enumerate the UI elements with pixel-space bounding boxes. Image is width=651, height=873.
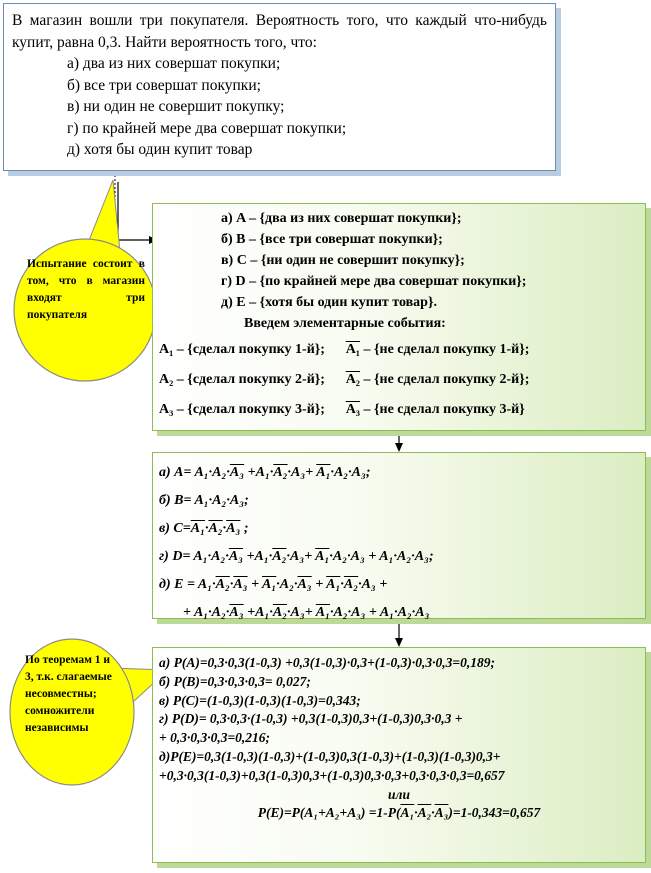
elementary-right-symbol: A₁: [345, 342, 360, 357]
formula-c: [159, 515, 639, 543]
formula-overline: A₁: [315, 605, 330, 620]
formula-d: [159, 543, 639, 571]
formula-text: ·: [340, 577, 344, 592]
elementary-left: A₁ – {сделал покупку 1-й};: [159, 342, 325, 357]
formula-overline: A₂: [343, 577, 359, 592]
formula-text: ·A₂·: [276, 577, 298, 592]
formula-overline: A₂: [417, 805, 432, 821]
prob-b: б) P(B)=0,3·0,3·0,3= 0,027;: [159, 673, 311, 689]
formula-overline: A₁: [400, 805, 415, 821]
problem-intro: В магазин вошли три покупателя. Вероятность того, что каждый что-нибудь купит, равна 0,3. Найти вероятность того, что:: [12, 12, 547, 51]
elementary-row-3: [159, 395, 639, 425]
formula-text: +A₁·: [244, 465, 274, 480]
elementary-row-1: [159, 335, 639, 365]
formula-text: ·A₂·A₃ + A₁·A₂·A₃: [329, 605, 430, 620]
formula-text: ·A₃ +: [358, 577, 388, 592]
formula-text: + A₁·A₂·: [183, 605, 230, 620]
elementary-right: – {не сделал покупку 2-й};: [360, 372, 530, 387]
elementary-right: – {не сделал покупку 1-й};: [360, 342, 530, 357]
formula-text: ·: [431, 805, 435, 821]
elementary-right: – {не сделал покупку 3-й}: [360, 402, 525, 417]
formula-overline: A₁: [316, 465, 331, 480]
formula-text: +A₁·: [243, 549, 273, 564]
formula-overline: A₂: [208, 521, 223, 536]
prob-c: в) P(C)=(1-0,3)(1-0,3)(1-0,3)=0,343;: [159, 692, 361, 708]
formula-overline: A₁: [315, 549, 330, 564]
callout-theorem-text: По теоремам 1 и 3, т.к. слагаемые несовместны; сомножители независимы: [25, 654, 112, 734]
formula-text: а) A= A₁·A₂·: [159, 465, 230, 480]
formula-overline: A₂: [272, 549, 287, 564]
formula-overline: A₂: [215, 577, 230, 592]
formula-overline: A₃: [233, 577, 248, 592]
problem-item-g: г) по крайней мере два совершат покупки;: [67, 119, 347, 137]
arrow-head-probs: [395, 638, 403, 647]
formula-text: +A₁·: [243, 605, 273, 620]
arrow-head-formulas: [395, 443, 403, 452]
formula-text: +: [311, 577, 327, 592]
elementary-left: A₂ – {сделал покупку 2-й};: [159, 372, 325, 387]
formula-text: P(E)=P(A₁+A₂+A₃) =1-P(: [257, 805, 401, 821]
problem-statement: [3, 3, 556, 171]
formula-e-line2: [159, 599, 639, 627]
problem-item-v: в) ни один не совершит покупку;: [67, 98, 285, 115]
formulas-box: [152, 452, 646, 619]
elementary-left: A₃ – {сделал покупку 3-й};: [159, 402, 325, 417]
event-v: в) C – {ни один не совершит покупку};: [221, 253, 465, 268]
event-b: б) B – {все три совершат покупки};: [221, 232, 443, 247]
elementary-right-symbol: A₃: [345, 402, 360, 417]
arrow-to-events: [118, 182, 150, 240]
formula-text: ·: [414, 805, 418, 821]
formula-text: г) D= A₁·A₂·: [159, 549, 229, 564]
formula-text: ·: [229, 577, 234, 592]
formula-b: б) B= A₁·A₂·A₃;: [159, 493, 249, 508]
problem-item-b: б) все три совершат покупки;: [67, 76, 261, 94]
formula-text: в) C=: [159, 521, 191, 536]
prob-final: [159, 804, 639, 823]
formula-overline: A₃: [228, 549, 244, 564]
formula-overline: A₂: [272, 605, 288, 620]
formula-overline: A₁: [262, 577, 277, 592]
prob-d-line2: + 0,3·0,3·0,3=0,216;: [159, 730, 271, 746]
elementary-title: Введем элементарные события:: [244, 316, 446, 331]
formula-text: )=1-0,343=0,657: [448, 805, 541, 821]
prob-d-line1: г) P(D)= 0,3·0,3·(1-0,3) +0,3(1-0,3)0,3+(1-0,3)0,3·0,3 +: [159, 711, 463, 727]
formula-text: ·: [204, 521, 209, 536]
prob-or: или: [388, 786, 410, 802]
formula-text: ·A₃+: [287, 605, 316, 620]
formula-text: +: [247, 577, 263, 592]
formula-e-line1: [159, 571, 639, 599]
problem-item-a: а) два из них совершат покупки;: [67, 55, 281, 72]
formula-text: д) E = A₁·: [159, 577, 216, 592]
formula-text: ·: [222, 521, 227, 536]
probabilities-box: [152, 647, 646, 863]
formula-text: ·A₃+: [287, 465, 317, 480]
formula-text: ·A₃+: [286, 549, 316, 564]
elementary-right-symbol: A₂: [345, 372, 360, 387]
prob-e-line1: д)P(E)=0,3(1-0,3)(1-0,3)+(1-0,3)0,3(1-0,3)+(1-0,3)(1-0,3)0,3+: [159, 748, 501, 764]
formula-overline: A₁: [190, 521, 205, 536]
callout-trial-text: Испытание состоит в том, что в магазин входят три покупателя: [27, 258, 145, 321]
event-d: д) E – {хотя бы один купит товар}.: [221, 295, 437, 310]
formula-text: ·A₂·A₃ + A₁·A₂·A₃;: [329, 549, 434, 564]
formula-overline: A₃: [229, 605, 244, 620]
formula-overline: A₃: [434, 805, 449, 821]
prob-e-line2: +0,3·0,3(1-0,3)+0,3(1-0,3)0,3+(1-0,3)0,3·0,3+0,3·0,3·0,3=0,657: [159, 767, 505, 783]
events-box: [152, 203, 646, 431]
problem-item-d: д) хотя бы один купит товар: [67, 141, 253, 158]
formula-overline: A₃: [229, 465, 245, 480]
formula-overline: A₃: [297, 577, 312, 592]
prob-a: а) P(A)=0,3·0,3(1-0,3) +0,3(1-0,3)·0,3+(1-0,3)·0,3·0,3=0,189;: [159, 655, 495, 670]
formula-text: ;: [240, 521, 249, 536]
formula-text: ·A₂·A₃;: [330, 465, 371, 480]
formula-overline: A₃: [226, 521, 241, 536]
elementary-row-2: [159, 365, 639, 395]
formula-a: [159, 459, 639, 487]
event-a: а) A – {два из них совершат покупки};: [221, 211, 462, 226]
event-g: г) D – {по крайней мере два совершат покупки};: [221, 274, 527, 289]
formula-overline: A₂: [273, 465, 288, 480]
formula-overline: A₁: [326, 577, 341, 592]
